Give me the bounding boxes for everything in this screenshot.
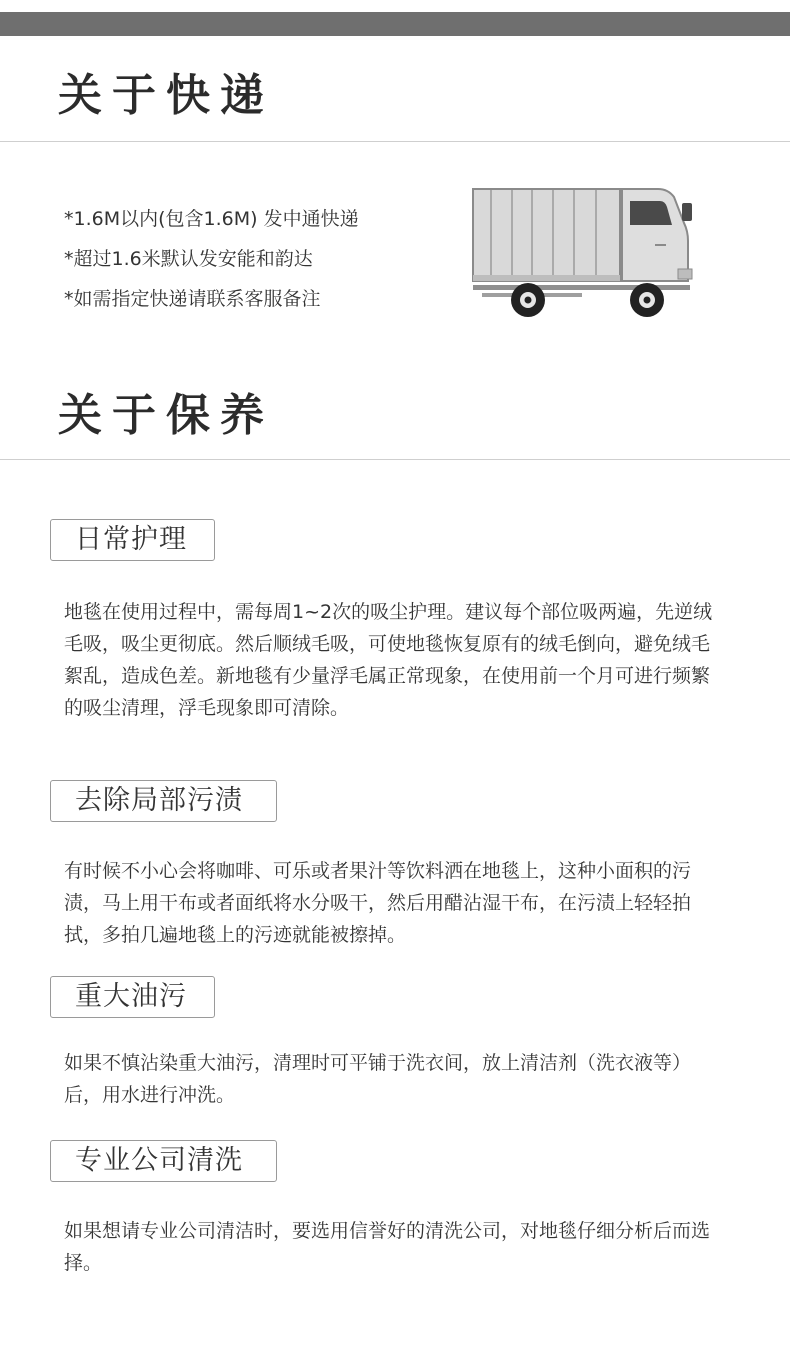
shipping-line-2: *超过1.6米默认发安能和韵达: [64, 248, 313, 270]
shipping-line-3: *如需指定快递请联系客服备注: [64, 288, 321, 310]
tag-daily-care: 日常护理: [50, 519, 215, 561]
paragraph-professional-cleaning: 如果想请专业公司清洁时，要选用信誉好的清洗公司，对地毯仔细分析后而选择。: [64, 1220, 711, 1274]
paragraph-daily-care: 地毯在使用过程中，需每周1~2次的吸尘护理。建议每个部位吸两遍，先逆绒毛吸，吸尘更彻底。然后顺绒毛吸，可使地毯恢复原有的绒毛倒向，避免绒毛絮乱，造成色差。新地毯有少量浮毛属正常现象，在使用前一个月可进行频繁的吸尘清理，浮毛现象即可清除。: [64, 601, 713, 719]
paragraph-heavy-oil: 如果不慎沾染重大油污，清理时可平铺于洗衣间，放上清洁剂（洗衣液等）后，用水进行冲洗。: [64, 1052, 692, 1106]
top-bar: [0, 12, 790, 36]
care-title: 关于保养: [58, 390, 274, 441]
tag-heavy-oil: 重大油污: [50, 976, 215, 1018]
tag-professional-cleaning: 专业公司清洗: [50, 1140, 277, 1182]
tag-stain-removal: 去除局部污渍: [50, 780, 277, 822]
paragraph-stain-removal: 有时候不小心会将咖啡、可乐或者果汁等饮料洒在地毯上，这种小面积的污渍，马上用干布或者面纸将水分吸干，然后用醋沾湿干布，在污渍上轻轻拍拭，多拍几遍地毯上的污迹就能被擦掉。: [64, 860, 692, 946]
shipping-divider: [0, 141, 790, 142]
shipping-title: 关于快递: [58, 70, 274, 121]
truck-icon: [470, 185, 700, 320]
care-divider: [0, 459, 790, 460]
shipping-line-1: *1.6M以内(包含1.6M) 发中通快递: [64, 208, 359, 230]
